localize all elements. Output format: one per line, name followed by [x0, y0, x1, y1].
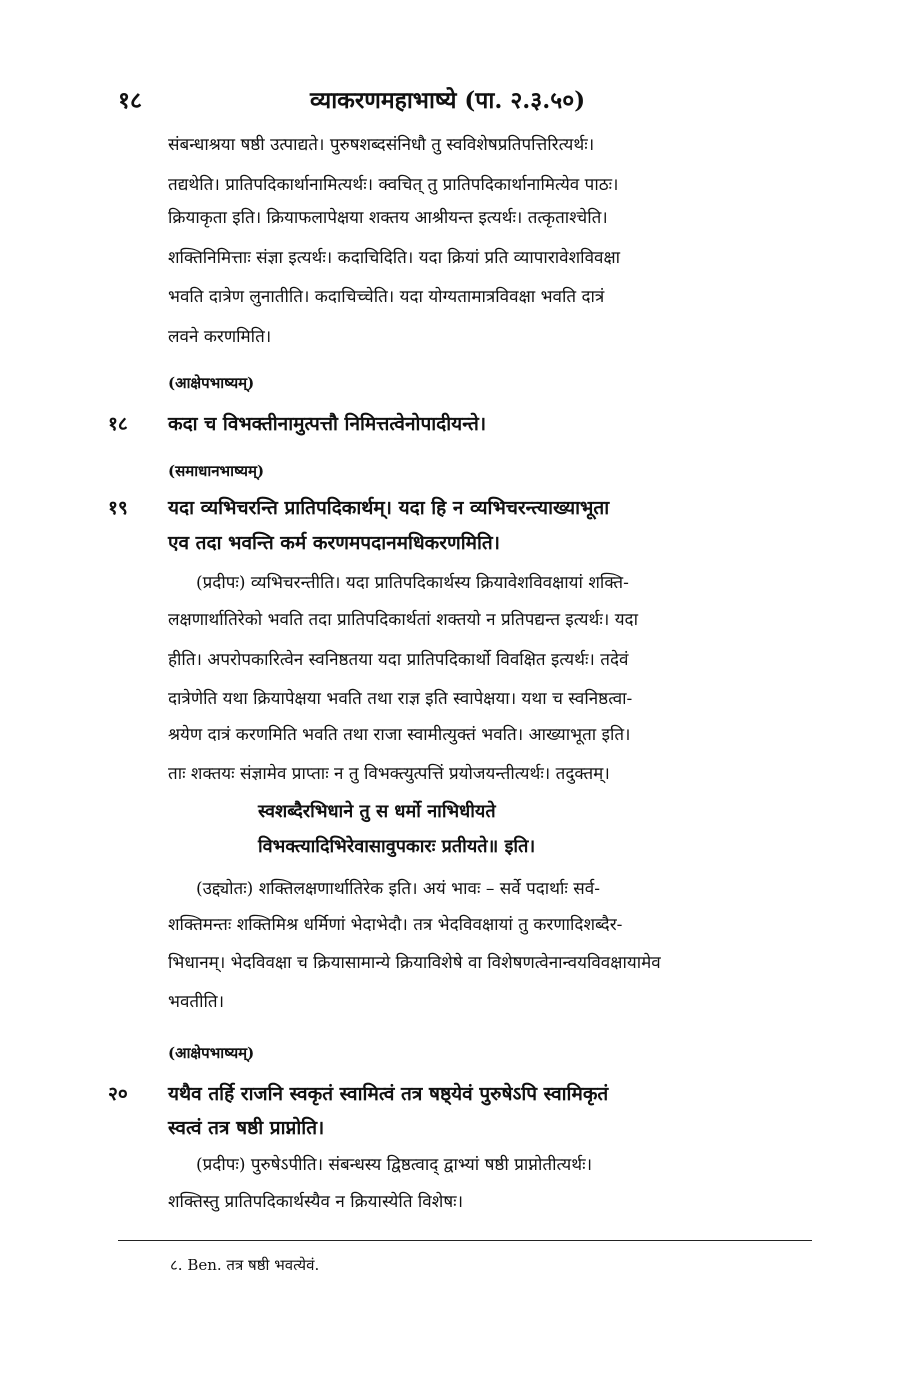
bhashya-line: यथैव तर्हि राजनि स्वकृतं स्वामित्वं तत्र षष्ठ्येवं पुरुषेऽपि स्वामिकृतं [168, 1083, 609, 1105]
uddyota-line: शक्तिमन्तः शक्तिमिश्र धर्मिणां भेदाभेदौ। तत्र भेदविवक्षायां तु करणादिशब्दैर- [168, 915, 623, 935]
pradipa-line: लक्षणार्थातिरेको भवति तदा प्रातिपदिकार्थतां शक्तयो न प्रतिपद्यन्त इत्यर्थः। यदा [168, 610, 638, 630]
section-label: (आक्षेपभाष्यम्) [168, 374, 255, 392]
commentary-line: भवति दात्रेण लुनातीति। कदाचिच्चेति। यदा योग्यतामात्रविवक्षा भवति दात्रं [168, 287, 605, 307]
pradipa-line: दात्रेणेति यथा क्रियापेक्षया भवति तथा राज्ञ इति स्वापेक्षया। यथा च स्वनिष्ठत्वा- [168, 689, 633, 709]
footnote-rule [118, 1240, 812, 1241]
uddyota-line: (उद्द्योतः) शक्तिलक्षणार्थातिरेक इति। अयं भावः – सर्वे पदार्थाः सर्व- [196, 879, 600, 899]
commentary-line: संबन्धाश्रया षष्ठी उत्पाद्यते। पुरुषशब्दसंनिधौ तु स्वविशेषप्रतिपत्तिरित्यर्थः। [168, 135, 595, 155]
bhashya-line: कदा च विभक्तीनामुत्पत्तौ निमित्तत्वेनोपादीयन्ते। [168, 413, 487, 435]
footnote: ८. Ben. तत्र षष्ठी भवत्येवं. [170, 1256, 320, 1274]
pradipa-line: शक्तिस्तु प्रातिपदिकार्थस्यैव न क्रियास्येति विशेषः। [168, 1192, 464, 1212]
section-label: (समाधानभाष्यम्) [168, 462, 265, 480]
pradipa-line: हीति। अपरोपकारित्वेन स्वनिष्ठतया यदा प्रातिपदिकार्थो विवक्षित इत्यर्थः। तदेवं [168, 650, 629, 670]
commentary-line: शक्तिनिमित्ताः संज्ञा इत्यर्थः। कदाचिदिति। यदा क्रियां प्रति व्यापारावेशविवक्षा [168, 248, 621, 268]
verse-line: विभक्त्यादिभिरेवासावुपकारः प्रतीयते॥ इति। [258, 836, 536, 857]
sutra-number: २० [108, 1083, 128, 1105]
bhashya-line: स्वत्वं तत्र षष्ठी प्राप्नोति। [168, 1117, 325, 1139]
commentary-line: क्रियाकृता इति। क्रियाफलापेक्षया शक्तय आश्रीयन्त इत्यर्थः। तत्कृताश्चेति। [168, 208, 608, 228]
uddyota-line: भिधानम्। भेदविवक्षा च क्रियासामान्ये क्रियाविशेषे वा विशेषणत्वेनान्वयविवक्षायामेव [168, 953, 661, 973]
running-title: व्याकरणमहाभाष्ये (पा. २.३.५०) [310, 87, 586, 114]
sutra-number: १८ [108, 413, 128, 435]
pradipa-line: श्रयेण दात्रं करणमिति भवति तथा राजा स्वामीत्युक्तं भवति। आख्याभूता इति। [168, 725, 631, 745]
verse-line: स्वशब्दैरभिधाने तु स धर्मो नाभिधीयते [258, 801, 496, 822]
pradipa-line: (प्रदीपः) व्यभिचरन्तीति। यदा प्रातिपदिकार्थस्य क्रियावेशविवक्षायां शक्ति- [196, 573, 629, 593]
sutra-number: १९ [108, 497, 128, 519]
uddyota-line: भवतीति। [168, 992, 225, 1012]
bhashya-line: एव तदा भवन्ति कर्म करणमपदानमधिकरणमिति। [168, 532, 500, 554]
pradipa-line: ताः शक्तयः संज्ञामेव प्राप्ताः न तु विभक्त्युत्पत्तिं प्रयोजयन्तीत्यर्थः। तदुक्तम्। [168, 764, 610, 784]
commentary-line: लवने करणमिति। [168, 327, 272, 347]
pradipa-line: (प्रदीपः) पुरुषेऽपीति। संबन्धस्य द्विष्ठत्वाद् द्वाभ्यां षष्ठी प्राप्नोतीत्यर्थः। [196, 1155, 593, 1175]
commentary-line: तद्यथेति। प्रातिपदिकार्थानामित्यर्थः। क्वचित् तु प्रातिपदिकार्थानामित्येव पाठः। [168, 175, 619, 195]
section-label: (आक्षेपभाष्यम्) [168, 1044, 255, 1062]
bhashya-line: यदा व्यभिचरन्ति प्रातिपदिकार्थम्। यदा हि न व्यभिचरन्त्याख्याभूता [168, 497, 610, 519]
page-number: १८ [118, 87, 142, 114]
